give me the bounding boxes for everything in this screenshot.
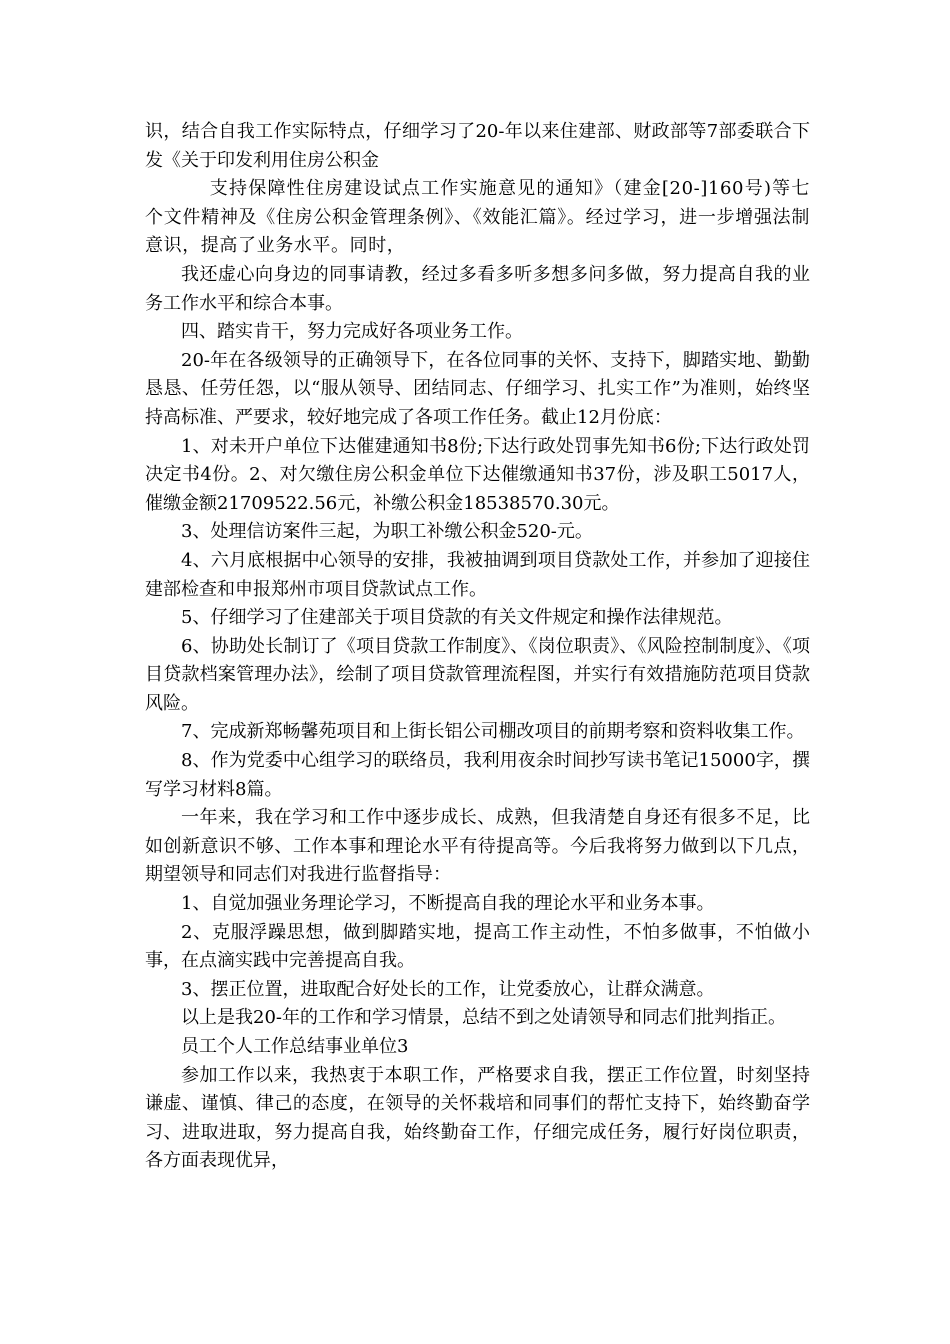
section-heading-four: 四、踏实肯干，努力完成好各项业务工作。 xyxy=(181,321,523,343)
paragraph-1: 识，结合自我工作实际特点，仔细学习了20-年以来住建部、财政部等7部委联合下发《关于印发利用住房公积金 xyxy=(145,121,810,171)
plan-item-3: 3、摆正位置，进取配合好处长的工作，让党委放心，让群众满意。 xyxy=(181,978,715,1000)
section-title-3: 员工个人工作总结事业单位3 xyxy=(181,1036,409,1057)
paragraph-final: 参加工作以来，我热衷于本职工作，严格要求自我，摆正工作位置，时刻坚持谦虚、谨慎、律己的态度，在领导的关怀栽培和同事们的帮忙支持下，始终勤奋学习、进取进取，努力提高自我，始终勤奋工作，仔细完成任务，履行好岗位职责，各方面表现优异， xyxy=(145,1064,810,1172)
list-item-5: 5、仔细学习了住建部关于项目贷款的有关文件规定和操作法律规范。 xyxy=(181,607,733,629)
paragraph-5: 20-年在各级领导的正确领导下，在各位同事的关怀、支持下，脚踏实地、勤勤恳恳、任劳任怨，以“服从领导、团结同志、仔细学习、扎实工作”为准则，始终坚持高标准、严要求，较好地完成了各项工作任务。截止12月份底： xyxy=(145,349,810,428)
paragraph-summary: 一年来，我在学习和工作中逐步成长、成熟，但我清楚自身还有很多不足，比如创新意识不够、工作本事和理论水平有待提高等。今后我将努力做到以下几点，期望领导和同志们对我进行监督指导： xyxy=(145,807,810,886)
list-item-1-2: 1、对未开户单位下达催建通知书8份;下达行政处罚事先知书6份;下达行政处罚决定书4份。2、对欠缴住房公积金单位下达催缴通知书37份，涉及职工5017人，催缴金额21709522.56元，补缴公积金18538570.30元。 xyxy=(145,435,810,514)
list-item-8: 8、作为党委中心组学习的联络员，我利用夜余时间抄写读书笔记15000字，撰写学习材料8篇。 xyxy=(145,750,810,800)
list-item-6: 6、协助处长制订了《项目贷款工作制度》、《岗位职责》、《风险控制制度》、《项目贷款档案管理办法》，绘制了项目贷款管理流程图，并实行有效措施防范项目贷款风险。 xyxy=(145,635,810,714)
plan-item-2: 2、克服浮躁思想，做到脚踏实地，提高工作主动性，不怕多做事，不怕做小事，在点滴实践中完善提高自我。 xyxy=(145,921,810,972)
list-item-7: 7、完成新郑畅馨苑项目和上街长铝公司棚改项目的前期考察和资料收集工作。 xyxy=(181,721,805,743)
list-item-3: 3、处理信访案件三起，为职工补缴公积金520-元。 xyxy=(181,521,593,543)
paragraph-2: 支持保障性住房建设试点工作实施意见的通知》（建金[20-]160号)等七个文件精神及《住房公积金管理条例》、《效能汇篇》。经过学习，进一步增强法制意识，提高了业务水平。同时， xyxy=(145,178,810,257)
list-item-4: 4、六月底根据中心领导的安排，我被抽调到项目贷款处工作，并参加了迎接住建部检查和申报郑州市项目贷款试点工作。 xyxy=(145,549,810,600)
paragraph-closing: 以上是我20-年的工作和学习情景，总结不到之处请领导和同志们批判指正。 xyxy=(181,1007,786,1029)
plan-item-1: 1、自觉加强业务理论学习，不断提高自我的理论水平和业务本事。 xyxy=(181,893,715,915)
paragraph-3: 我还虚心向身边的同事请教，经过多看多听多想多问多做，努力提高自我的业务工作水平和综合本事。 xyxy=(145,263,810,314)
document-page xyxy=(145,118,810,1176)
